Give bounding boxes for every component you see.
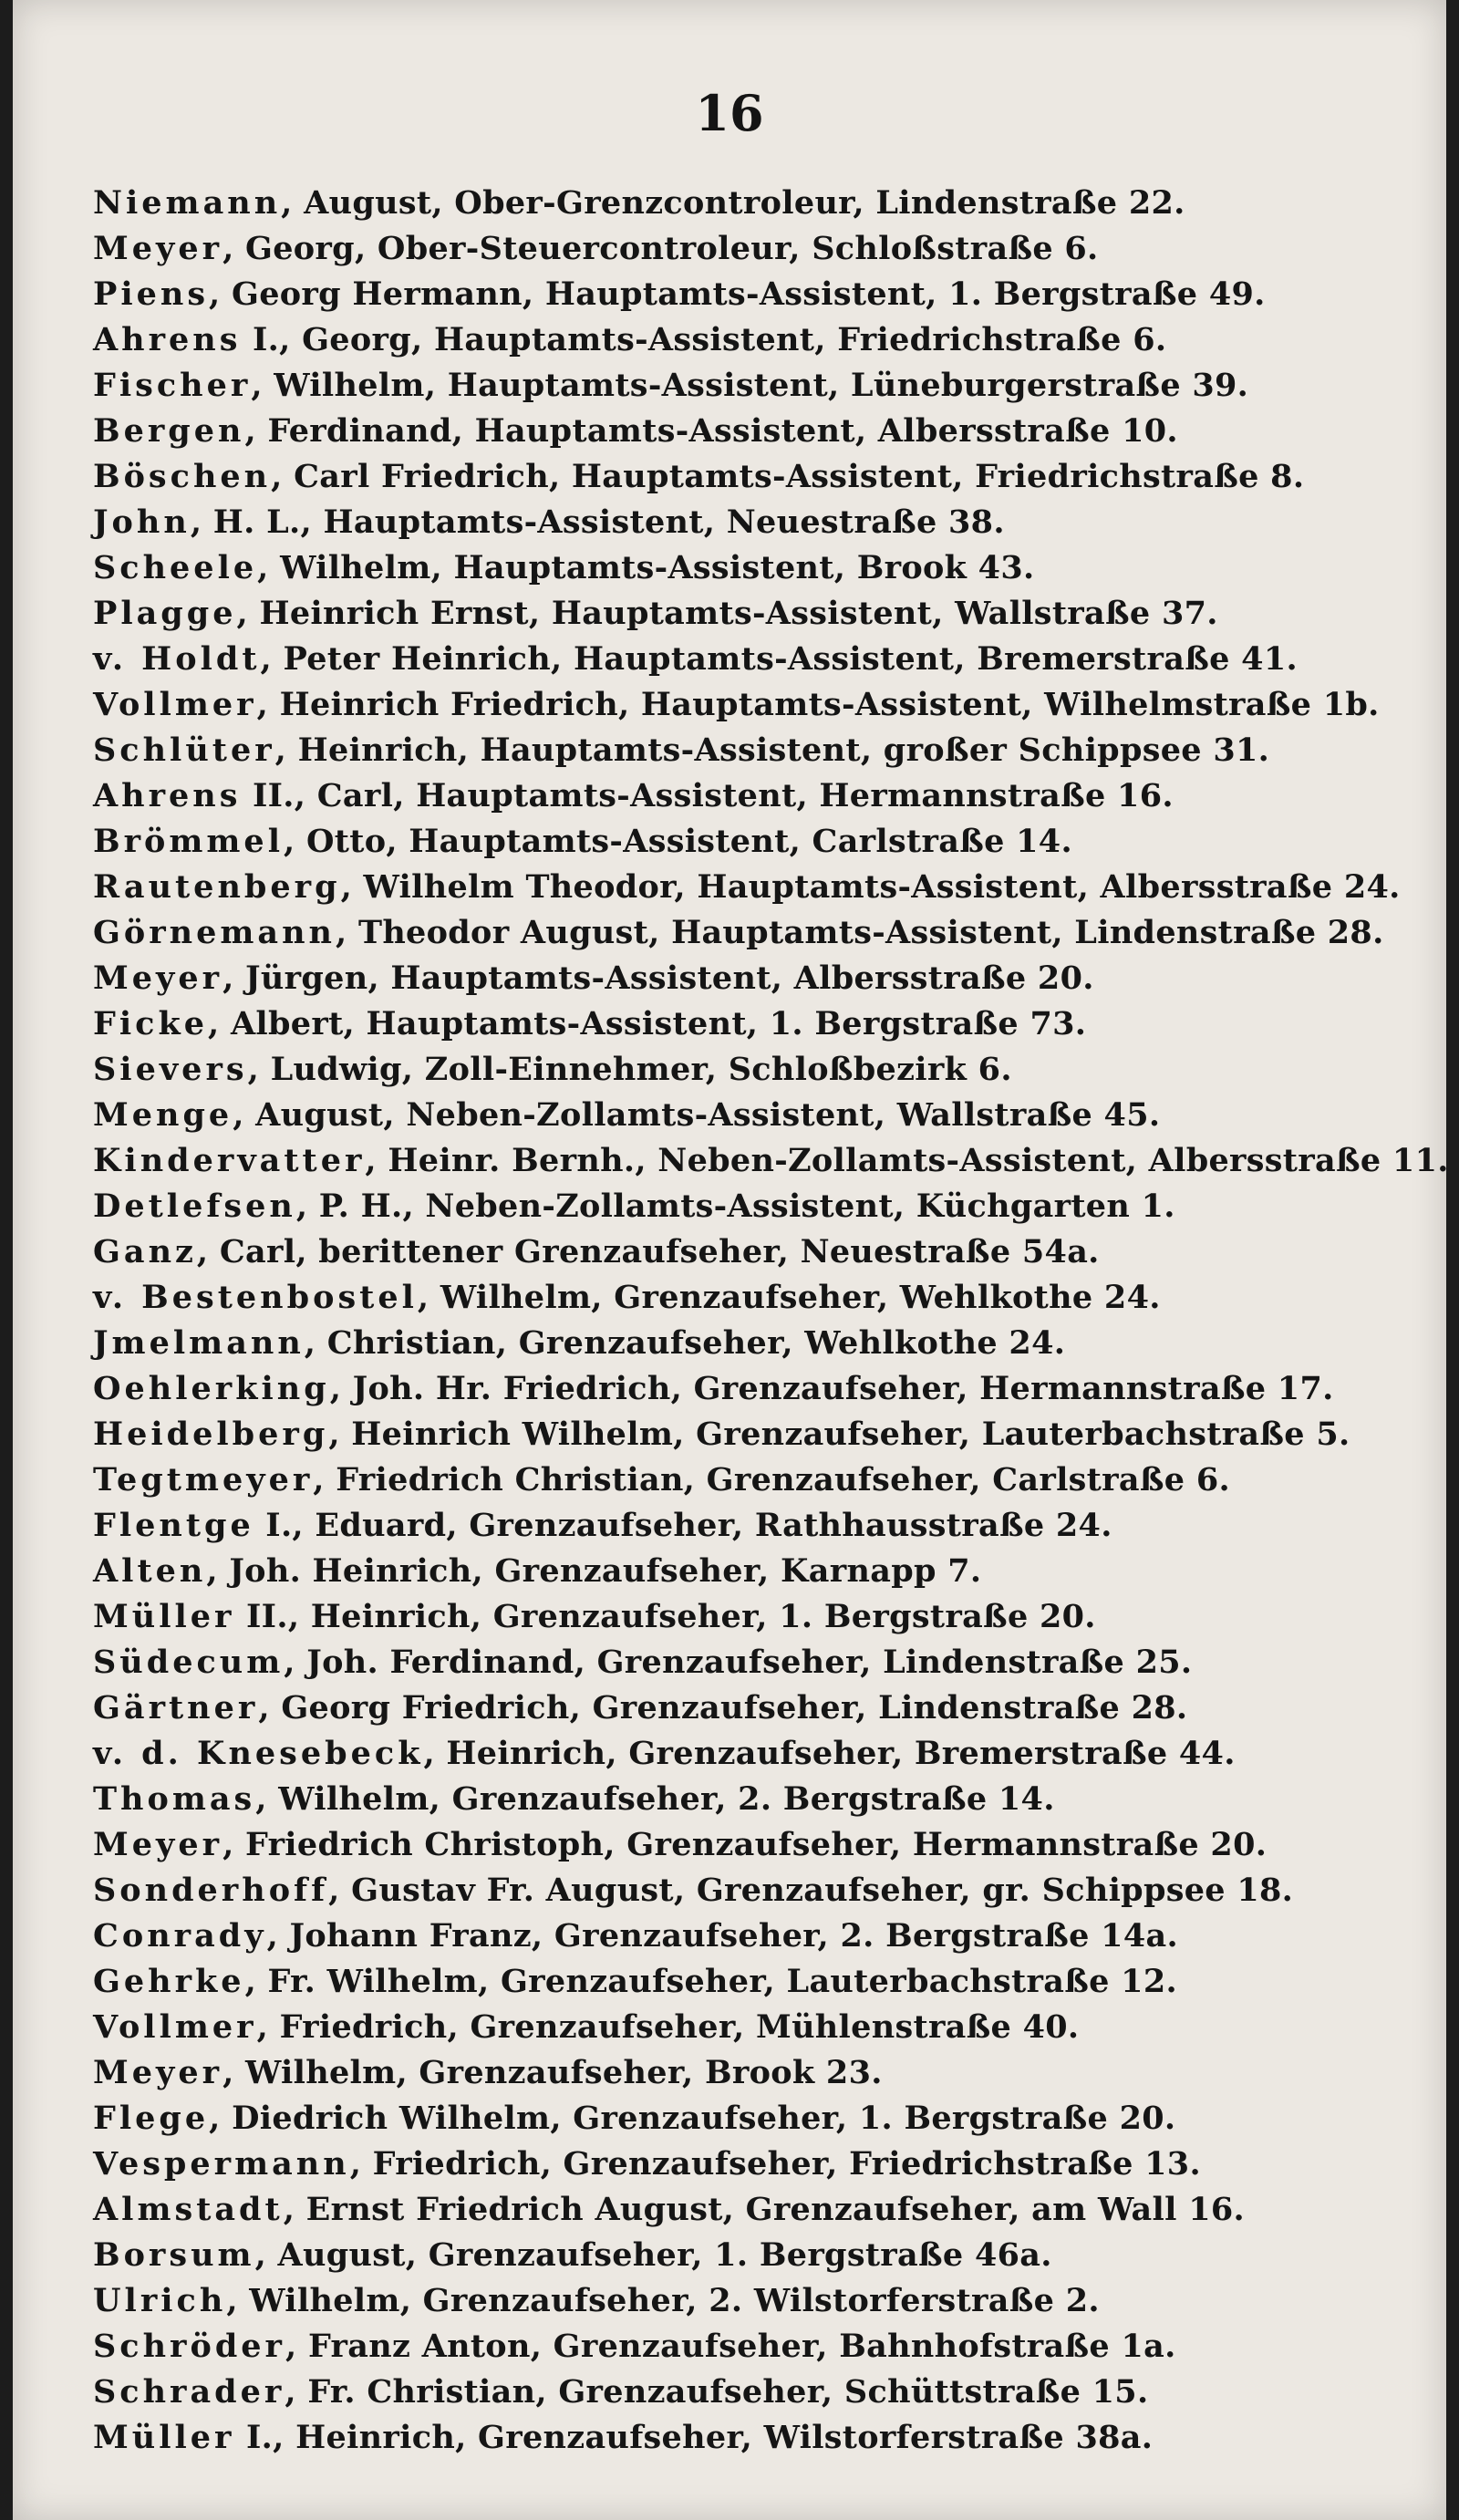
directory-entry: [93, 1549, 1424, 1594]
document-page: [13, 0, 1449, 2520]
directory-entry: [93, 728, 1424, 773]
entry-details: , Wilhelm Theodor, Hauptamts-Assistent, Albersstraße 24.: [340, 868, 1401, 906]
entry-details: II., Carl, Hauptamts-Assistent, Hermannstraße 16.: [241, 777, 1174, 814]
entry-surname: Jmelmann: [93, 1324, 305, 1362]
entry-details: , Joh. Hr. Friedrich, Grenzaufseher, Hermannstraße 17.: [329, 1370, 1334, 1407]
directory-entry: [93, 545, 1424, 591]
directory-entry: [93, 1229, 1424, 1275]
directory-entry: [93, 1731, 1424, 1777]
entry-details: , Wilhelm, Grenzaufseher, Wehlkothe 24.: [417, 1279, 1161, 1316]
directory-entry: [93, 819, 1424, 865]
directory-entry: [93, 2005, 1424, 2050]
entry-details: , Theodor August, Hauptamts-Assistent, Lindenstraße 28.: [336, 914, 1384, 951]
entry-surname: Flege: [93, 2100, 210, 2137]
directory-entry: [93, 1868, 1424, 1913]
entry-details: , August, Grenzaufseher, 1. Bergstraße 46a.: [254, 2236, 1052, 2274]
entry-details: , Wilhelm, Grenzaufseher, Brook 23.: [222, 2054, 883, 2091]
entry-surname: Ahrens: [93, 777, 242, 814]
directory-entry: [93, 865, 1424, 910]
entry-surname: Ficke: [93, 1005, 208, 1042]
entry-surname: Menge: [93, 1096, 233, 1134]
entry-details: I., Georg, Hauptamts-Assistent, Friedrichstraße 6.: [241, 321, 1167, 358]
directory-entry: [93, 1047, 1424, 1093]
directory-entry: [93, 773, 1424, 819]
entry-surname: Görnemann: [93, 914, 336, 951]
directory-entry: [93, 1777, 1424, 1822]
directory-entry: [93, 1321, 1424, 1366]
entry-surname: Heidelberg: [93, 1416, 329, 1453]
entry-details: , Georg, Ober-Steuercontroleur, Schloßstraße 6.: [222, 230, 1099, 267]
entry-details: , Joh. Heinrich, Grenzaufseher, Karnapp 7.: [206, 1552, 982, 1590]
directory-entry: [93, 409, 1424, 454]
directory-list: [93, 181, 1449, 2461]
directory-entry: [93, 2050, 1424, 2096]
entry-surname: Detlefsen: [93, 1187, 296, 1225]
entry-surname: v. Holdt: [93, 640, 261, 678]
directory-entry: [93, 454, 1424, 500]
directory-entry: [93, 2096, 1424, 2141]
entry-surname: v. Bestenbostel: [93, 1279, 418, 1316]
entry-details: , Carl, berittener Grenzaufseher, Neuestraße 54a.: [196, 1233, 1100, 1270]
entry-details: , Ludwig, Zoll-Einnehmer, Schloßbezirk 6.: [247, 1051, 1012, 1088]
directory-entry: [93, 956, 1424, 1001]
entry-details: I., Heinrich, Grenzaufseher, Wilstorferstraße 38a.: [234, 2419, 1154, 2456]
entry-details: , Friedrich Christian, Grenzaufseher, Carlstraße 6.: [313, 1461, 1230, 1499]
directory-entry: [93, 1822, 1424, 1868]
entry-surname: Sievers: [93, 1051, 248, 1088]
directory-entry: [93, 682, 1424, 728]
entry-surname: Meyer: [93, 959, 223, 997]
entry-details: , Heinrich, Grenzaufseher, Bremerstraße 44.: [423, 1735, 1236, 1772]
directory-entry: [93, 500, 1424, 545]
directory-entry: [93, 226, 1424, 272]
entry-surname: Böschen: [93, 458, 272, 495]
directory-entry: [93, 1503, 1424, 1549]
entry-surname: Vollmer: [93, 2008, 257, 2046]
entry-details: , Friedrich, Grenzaufseher, Friedrichstraße 13.: [349, 2145, 1201, 2183]
entry-surname: Vespermann: [93, 2145, 350, 2183]
entry-surname: v. d. Knesebeck: [93, 1735, 424, 1772]
directory-entry: [93, 910, 1424, 956]
entry-surname: Sonderhoff: [93, 1872, 329, 1909]
entry-details: , Ernst Friedrich August, Grenzaufseher, am Wall 16.: [283, 2191, 1245, 2228]
entry-details: , Wilhelm, Hauptamts-Assistent, Lüneburgerstraße 39.: [251, 367, 1249, 404]
entry-details: , Diedrich Wilhelm, Grenzaufseher, 1. Bergstraße 20.: [209, 2100, 1176, 2137]
entry-surname: Meyer: [93, 1826, 223, 1863]
directory-entry: [93, 2187, 1424, 2233]
entry-surname: Borsum: [93, 2236, 255, 2274]
directory-entry: [93, 363, 1424, 409]
entry-surname: Thomas: [93, 1780, 256, 1818]
entry-details: II., Heinrich, Grenzaufseher, 1. Bergstraße 20.: [234, 1598, 1096, 1635]
entry-surname: Meyer: [93, 230, 223, 267]
directory-entry: [93, 2324, 1424, 2370]
entry-surname: Meyer: [93, 2054, 223, 2091]
entry-details: , Georg Hermann, Hauptamts-Assistent, 1. Bergstraße 49.: [209, 275, 1266, 313]
entry-details: , August, Neben-Zollamts-Assistent, Wallstraße 45.: [233, 1096, 1161, 1134]
entry-details: , P. H., Neben-Zollamts-Assistent, Küchgarten 1.: [295, 1187, 1175, 1225]
directory-entry: [93, 1457, 1424, 1503]
entry-details: , Peter Heinrich, Hauptamts-Assistent, Bremerstraße 41.: [260, 640, 1298, 678]
directory-entry: [93, 2370, 1424, 2415]
entry-details: , Gustav Fr. August, Grenzaufseher, gr. Schippsee 18.: [328, 1872, 1294, 1909]
entry-surname: Fischer: [93, 367, 252, 404]
entry-details: , Carl Friedrich, Hauptamts-Assistent, Friedrichstraße 8.: [271, 458, 1305, 495]
entry-details: , Ferdinand, Hauptamts-Assistent, Albersstraße 10.: [244, 412, 1178, 450]
directory-entry: [93, 1959, 1424, 2005]
entry-details: , Albert, Hauptamts-Assistent, 1. Bergstraße 73.: [207, 1005, 1087, 1042]
directory-entry: [93, 181, 1424, 226]
entry-details: , H. L., Hauptamts-Assistent, Neuestraße 38.: [190, 503, 1005, 541]
entry-details: , Fr. Wilhelm, Grenzaufseher, Lauterbachstraße 12.: [244, 1963, 1177, 2000]
entry-details: , Otto, Hauptamts-Assistent, Carlstraße 14.: [284, 823, 1072, 860]
entry-details: I., Eduard, Grenzaufseher, Rathhausstraße 24.: [254, 1507, 1112, 1544]
entry-surname: Scheele: [93, 549, 258, 586]
entry-surname: Oehlerking: [93, 1370, 330, 1407]
entry-surname: Flentge: [93, 1507, 254, 1544]
entry-surname: Brömmel: [93, 823, 284, 860]
entry-details: , Fr. Christian, Grenzaufseher, Schüttstraße 15.: [285, 2373, 1149, 2411]
directory-entry: [93, 637, 1424, 682]
directory-entry: [93, 1275, 1424, 1321]
entry-surname: Niemann: [93, 184, 282, 222]
directory-entry: [93, 1594, 1424, 1640]
entry-surname: Vollmer: [93, 686, 257, 723]
entry-surname: Almstadt: [93, 2191, 284, 2228]
directory-entry: [93, 272, 1424, 317]
directory-entry: [93, 1640, 1424, 1685]
directory-entry: [93, 591, 1424, 637]
entry-surname: Ulrich: [93, 2282, 227, 2319]
page-number: 16: [695, 84, 764, 142]
entry-surname: Müller: [93, 2419, 235, 2456]
entry-details: , Heinrich Wilhelm, Grenzaufseher, Lauterbachstraße 5.: [328, 1416, 1350, 1453]
directory-entry: [93, 1093, 1424, 1138]
directory-entry: [93, 1184, 1424, 1229]
entry-surname: Bergen: [93, 412, 245, 450]
entry-details: , Georg Friedrich, Grenzaufseher, Lindenstraße 28.: [258, 1689, 1188, 1727]
directory-entry: [93, 317, 1424, 363]
entry-details: , Heinrich Ernst, Hauptamts-Assistent, Wallstraße 37.: [236, 595, 1218, 632]
entry-surname: Ahrens: [93, 321, 242, 358]
directory-entry: [93, 2415, 1424, 2461]
entry-surname: Schrader: [93, 2373, 285, 2411]
entry-surname: Ganz: [93, 1233, 197, 1270]
entry-details: , Jürgen, Hauptamts-Assistent, Albersstraße 20.: [222, 959, 1094, 997]
entry-surname: Gehrke: [93, 1963, 245, 2000]
entry-details: , Heinrich, Hauptamts-Assistent, großer Schippsee 31.: [274, 731, 1270, 769]
entry-details: , Joh. Ferdinand, Grenzaufseher, Lindenstraße 25.: [284, 1644, 1193, 1681]
entry-surname: John: [93, 503, 191, 541]
entry-details: , Wilhelm, Grenzaufseher, 2. Wilstorferstraße 2.: [226, 2282, 1100, 2319]
directory-entry: [93, 1913, 1424, 1959]
entry-details: , Wilhelm, Grenzaufseher, 2. Bergstraße 14.: [255, 1780, 1055, 1818]
directory-entry: [93, 1412, 1424, 1457]
entry-surname: Conrady: [93, 1917, 267, 1955]
directory-entry: [93, 2278, 1424, 2324]
entry-details: , Heinrich Friedrich, Hauptamts-Assistent, Wilhelmstraße 1b.: [256, 686, 1380, 723]
entry-details: , August, Ober-Grenzcontroleur, Lindenstraße 22.: [281, 184, 1185, 222]
directory-entry: [93, 1001, 1424, 1047]
entry-surname: Tegtmeyer: [93, 1461, 314, 1499]
entry-surname: Müller: [93, 1598, 235, 1635]
directory-entry: [93, 2141, 1424, 2187]
entry-surname: Schlüter: [93, 731, 275, 769]
directory-entry: [93, 2233, 1424, 2278]
entry-details: , Wilhelm, Hauptamts-Assistent, Brook 43.: [257, 549, 1035, 586]
entry-surname: Südecum: [93, 1644, 285, 1681]
directory-entry: [93, 1138, 1449, 1184]
entry-surname: Piens: [93, 275, 210, 313]
entry-details: , Heinr. Bernh., Neben-Zollamts-Assistent, Albersstraße 11.: [365, 1142, 1449, 1179]
entry-surname: Alten: [93, 1552, 207, 1590]
entry-surname: Kindervatter: [93, 1142, 366, 1179]
entry-details: , Johann Franz, Grenzaufseher, 2. Bergstraße 14a.: [266, 1917, 1178, 1955]
entry-surname: Gärtner: [93, 1689, 259, 1727]
entry-details: , Franz Anton, Grenzaufseher, Bahnhofstraße 1a.: [285, 2328, 1176, 2365]
entry-surname: Schröder: [93, 2328, 285, 2365]
entry-details: , Friedrich Christoph, Grenzaufseher, Hermannstraße 20.: [222, 1826, 1268, 1863]
entry-surname: Plagge: [93, 595, 237, 632]
directory-entry: [93, 1366, 1424, 1412]
entry-details: , Friedrich, Grenzaufseher, Mühlenstraße 40.: [256, 2008, 1080, 2046]
directory-entry: [93, 1685, 1424, 1731]
entry-surname: Rautenberg: [93, 868, 341, 906]
entry-details: , Christian, Grenzaufseher, Wehlkothe 24.: [304, 1324, 1066, 1362]
